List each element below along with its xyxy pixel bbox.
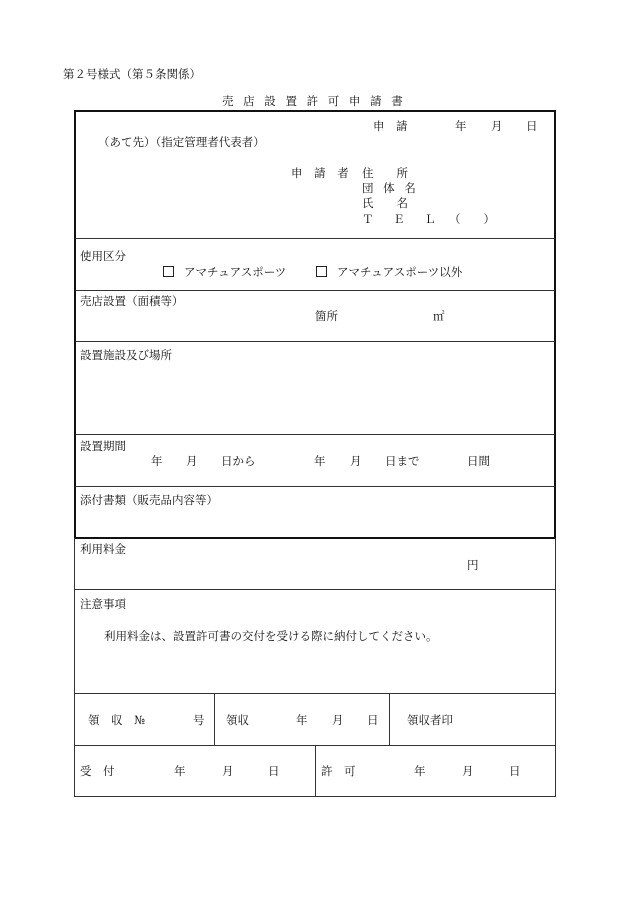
accept-month: 月 xyxy=(222,764,234,778)
group-label: 団 体 名 xyxy=(362,181,419,195)
name-label: 氏 名 xyxy=(362,196,408,210)
apply-year: 年 xyxy=(455,119,467,133)
cell-divider xyxy=(214,694,215,745)
shop-area-unit: ㎡ xyxy=(433,309,445,323)
fee-yen: 円 xyxy=(467,558,479,572)
receipt-stamp: 領収者印 xyxy=(407,713,453,727)
permit-month: 月 xyxy=(462,764,474,778)
usage-option-other[interactable] xyxy=(316,266,462,279)
apply-date-label: 申 請 xyxy=(373,119,408,133)
apply-month: 月 xyxy=(491,119,503,133)
divider xyxy=(75,290,555,291)
tel-label: Ｔ Ｅ Ｌ xyxy=(362,212,444,226)
period-year-1: 年 xyxy=(151,454,163,468)
attachments-label: 添付書類（販売品内容等） xyxy=(80,493,218,507)
divider xyxy=(75,486,555,487)
divider xyxy=(75,238,555,239)
receipt-month: 月 xyxy=(332,713,344,727)
page-title: 売 店 設 置 許 可 申 請 書 xyxy=(222,94,406,108)
shop-label: 売店設置（面積等） xyxy=(80,294,184,308)
usage-label: 使用区分 xyxy=(80,249,126,263)
form-number: 第２号様式（第５条関係） xyxy=(63,67,201,81)
permit-day: 日 xyxy=(509,764,521,778)
usage-option-label: アマチュアスポーツ xyxy=(184,265,287,279)
divider xyxy=(75,693,555,694)
usage-option-amateur[interactable] xyxy=(163,266,286,279)
accept-year: 年 xyxy=(174,764,186,778)
period-until: 日まで xyxy=(385,454,420,468)
receipt-no-label: 領 収 № xyxy=(88,713,145,727)
period-days: 日間 xyxy=(467,454,490,468)
addressee: （あて先）（指定管理者代表者） xyxy=(98,135,265,149)
applicant-label: 申 請 者 xyxy=(291,166,353,180)
cell-divider xyxy=(389,694,390,745)
notes-label: 注意事項 xyxy=(80,597,126,611)
receipt-received: 領収 xyxy=(226,713,249,727)
divider xyxy=(75,589,555,590)
cell-divider xyxy=(315,746,316,797)
receipt-day: 日 xyxy=(367,713,379,727)
period-from: 日から xyxy=(221,454,256,468)
permit-year: 年 xyxy=(414,764,426,778)
checkbox[interactable] xyxy=(316,266,327,277)
checkbox[interactable] xyxy=(163,266,174,277)
fee-label: 利用料金 xyxy=(80,542,126,556)
shop-places: 箇所 xyxy=(315,309,338,323)
permit-label: 許 可 xyxy=(321,764,356,778)
receipt-year: 年 xyxy=(296,713,308,727)
accept-label: 受 付 xyxy=(80,764,115,778)
usage-option-label: アマチュアスポーツ以外 xyxy=(337,265,463,279)
facility-label: 設置施設及び場所 xyxy=(80,348,172,362)
tel-area: （ ） xyxy=(449,212,495,226)
period-year-2: 年 xyxy=(314,454,326,468)
notes-text: 利用料金は、設置許可書の交付を受ける際に納付してください。 xyxy=(104,629,438,643)
receipt-go: 号 xyxy=(193,713,205,727)
period-month-2: 月 xyxy=(350,454,362,468)
address-label: 住 所 xyxy=(362,166,408,180)
period-label: 設置期間 xyxy=(80,439,126,453)
apply-day: 日 xyxy=(526,119,538,133)
divider xyxy=(75,341,555,342)
accept-day: 日 xyxy=(268,764,280,778)
period-month-1: 月 xyxy=(186,454,198,468)
divider xyxy=(75,434,555,435)
